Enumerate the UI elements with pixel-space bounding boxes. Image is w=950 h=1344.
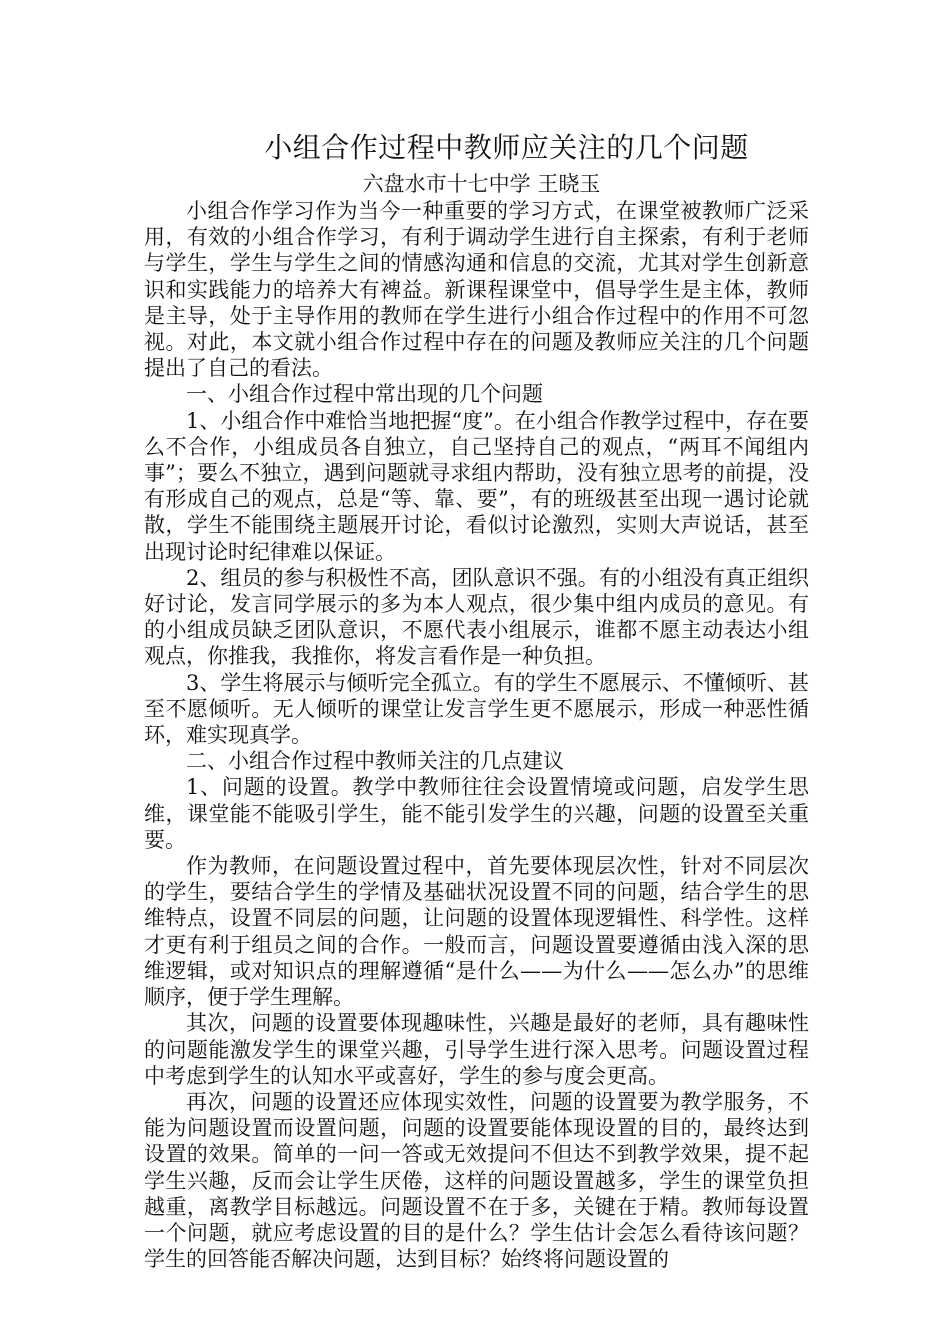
document-page [144,126,809,1272]
section1-paragraph-2: 2、组员的参与积极性不高，团队意识不强。有的小组没有真正组织好讨论，发言同学展示的多为本人观点，很少集中组内成员的意见。有的小组成员缺乏团队意识，不愿代表小组展示，谁都不愿主动表达小组观点，你推我，我推你，将发言看作是一种负担。 [144,565,809,669]
section1-heading: 一、小组合作过程中常出现的几个问题 [186,382,543,407]
section1-paragraph-1: 1、小组合作中难恰当地把握“度”。在小组合作教学过程中，存在要么不合作，小组成员各自独立，自己坚持自己的观点，“两耳不闻组内事”；要么不独立，遇到问题就寻求组内帮助，没有独立思考的前提，没有形成自己的观点，总是“等、靠、要”，有的班级甚至出现一遇讨论就散，学生不能围绕主题展开讨论，看似讨论激烈，实则大声说话，甚至出现讨论时纪律难以保证。 [144,408,809,564]
section2-heading: 二、小组合作过程中教师关注的几点建议 [186,749,564,774]
section1-paragraph-3: 3、学生将展示与倾听完全孤立。有的学生不愿展示、不懂倾听、甚至不愿倾听。无人倾听的课堂让发言学生更不愿展示，形成一种恶性循环，难实现真学。 [144,670,809,748]
author-byline: 六盘水市十七中学 王晓玉 [362,172,601,196]
document-title: 小组合作过程中教师应关注的几个问题 [264,131,749,164]
section2-paragraph-1: 1、问题的设置。教学中教师往往会设置情境或问题，启发学生思维，课堂能不能吸引学生，能不能引发学生的兴趣，问题的设置至关重要。 [144,775,809,852]
intro-paragraph: 小组合作学习作为当今一种重要的学习方式，在课堂被教师广泛采用，有效的小组合作学习，有利于调动学生进行自主探索，有利于老师与学生，学生与学生之间的情感沟通和信息的交流，尤其对学生创新意识和实践能力的培养大有裨益。新课程课堂中，倡导学生是主体，教师是主导，处于主导作用的教师在学生进行小组合作过程中的作用不可忽视。对此，本文就小组合作过程中存在的问题及教师应关注的几个问题提出了自己的看法。 [144,199,809,381]
section2-paragraph-3: 其次，问题的设置要体现趣味性，兴趣是最好的老师，具有趣味性的问题能激发学生的课堂兴趣，引导学生进行深入思考。问题设置过程中考虑到学生的认知水平或喜好，学生的参与度会更高。 [144,1011,809,1088]
section2-paragraph-4: 再次，问题的设置还应体现实效性，问题的设置要为教学服务，不能为问题设置而设置问题，问题的设置要能体现设置的目的，最终达到设置的效果。简单的一问一答或无效提问不但达不到教学效果，提不起学生兴趣，反而会让学生厌倦，这样的问题设置越多，学生的课堂负担越重，离教学目标越远。问题设置不在于多，关键在于精。教师每设置一个问题，就应考虑设置的目的是什么？学生估计会怎么看待该问题？学生的回答能否解决问题，达到目标？始终将问题设置的 [144,1089,809,1272]
section2-paragraph-2: 作为教师，在问题设置过程中，首先要体现层次性，针对不同层次的学生，要结合学生的学情及基础状况设置不同的问题，结合学生的思维特点，设置不同层的问题，让问题的设置体现逻辑性、科学性。这样才更有利于组员之间的合作。一般而言，问题设置要遵循由浅入深的思维逻辑，或对知识点的理解遵循“是什么——为什么——怎么办”的思维顺序，便于学生理解。 [144,854,809,1010]
